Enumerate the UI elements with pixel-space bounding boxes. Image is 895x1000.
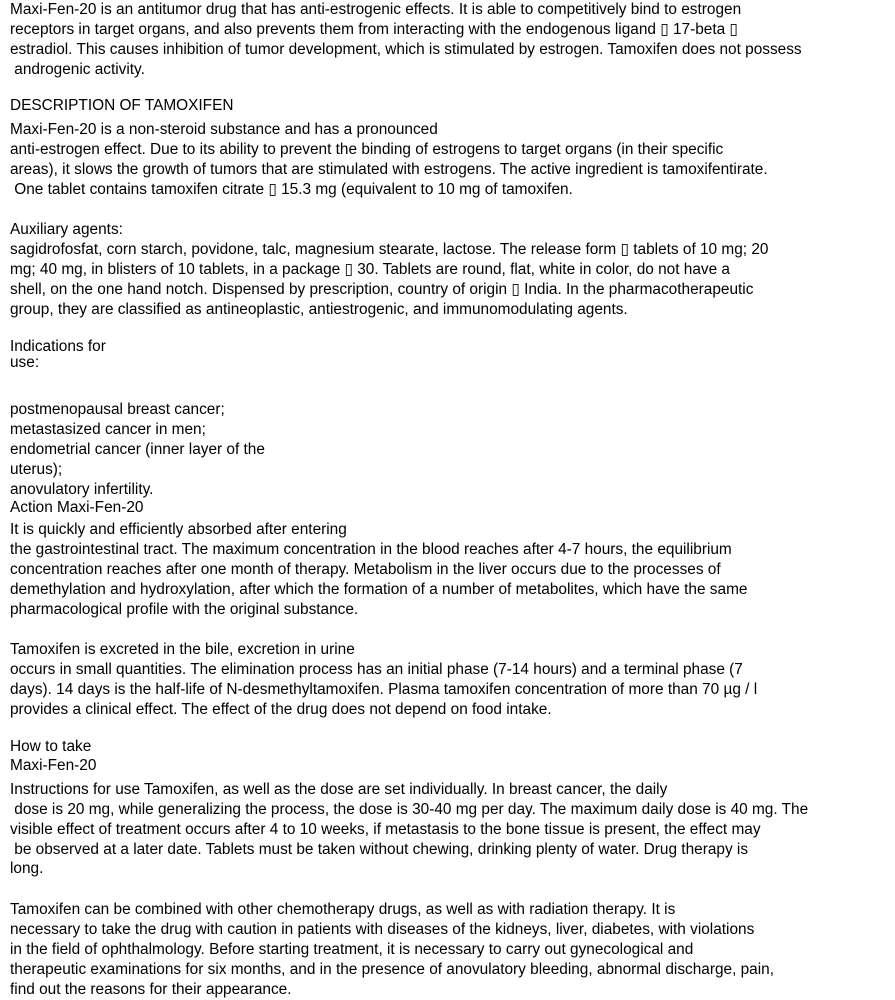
text-line: Tamoxifen can be combined with other chemotherapy drugs, as well as with radiation therapy. It is xyxy=(10,901,676,918)
section-heading: How to take xyxy=(10,738,92,755)
text-line: estradiol. This causes inhibition of tumor development, which is stimulated by estrogen. Tamoxifen does not possess xyxy=(10,41,802,58)
text-line: days). 14 days is the half-life of N-desmethyltamoxifen. Plasma tamoxifen concentration of more than 70 µg / l xyxy=(10,681,758,698)
section-heading: Action Maxi-Fen-20 xyxy=(10,499,144,516)
text-line: concentration reaches after one month of therapy. Metabolism in the liver occurs due to the processes of xyxy=(10,561,721,578)
text-line: therapeutic examinations for six months, and in the presence of anovulatory bleeding, abnormal discharge, pain, xyxy=(10,961,775,978)
text-line: shell, on the one hand notch. Dispensed by prescription, country of origin ▯ India. In the pharmacotherapeutic xyxy=(10,281,754,298)
list-item: anovulatory infertility. xyxy=(10,481,154,498)
text-line: occurs in small quantities. The elimination process has an initial phase (7-14 hours) and a terminal phase (7 xyxy=(10,661,743,678)
text-line: mg; 40 mg, in blisters of 10 tablets, in a package ▯ 30. Tablets are round, flat, white in color, do not have a xyxy=(10,261,730,278)
text-line: Instructions for use Tamoxifen, as well as the dose are set individually. In breast cancer, the daily xyxy=(10,781,668,798)
text-line: It is quickly and efficiently absorbed after entering xyxy=(10,521,347,538)
text-line: visible effect of treatment occurs after 4 to 10 weeks, if metastasis to the bone tissue is present, the effect may xyxy=(10,821,761,838)
list-item: metastasized cancer in men; xyxy=(10,421,206,438)
section-heading: Auxiliary agents: xyxy=(10,221,123,238)
list-item: endometrial cancer (inner layer of the xyxy=(10,441,265,458)
text-line: Maxi-Fen-20 is an antitumor drug that has anti-estrogenic effects. It is able to competitively bind to estrogen xyxy=(10,1,742,18)
text-line: be observed at a later date. Tablets must be taken without chewing, drinking plenty of water. Drug therapy is xyxy=(10,841,749,858)
text-line: areas), it slows the growth of tumors that are stimulated with estrogens. The active ingredient is tamoxifentirate. xyxy=(10,161,768,178)
text-line: provides a clinical effect. The effect of the drug does not depend on food intake. xyxy=(10,701,552,718)
list-item: postmenopausal breast cancer; xyxy=(10,401,225,418)
text-line: pharmacological profile with the original substance. xyxy=(10,601,359,618)
text-line: demethylation and hydroxylation, after which the formation of a number of metabolites, which have the same xyxy=(10,581,748,598)
text-line: sagidrofosfat, corn starch, povidone, talc, magnesium stearate, lactose. The release form ▯ tablets of 10 mg; 20 xyxy=(10,241,769,258)
text-line: in the field of ophthalmology. Before starting treatment, it is necessary to carry out gynecological and xyxy=(10,941,694,958)
section-heading: DESCRIPTION OF TAMOXIFEN xyxy=(10,97,234,114)
text-line: androgenic activity. xyxy=(10,61,145,78)
list-item: uterus); xyxy=(10,461,63,478)
text-line: necessary to take the drug with caution in patients with diseases of the kidneys, liver, diabetes, with violations xyxy=(10,921,755,938)
text-line: anti-estrogen effect. Due to its ability to prevent the binding of estrogens to target organs (in their specific xyxy=(10,141,724,158)
text-line: Maxi-Fen-20 is a non-steroid substance and has a pronounced xyxy=(10,121,438,138)
text-line: One tablet contains tamoxifen citrate ▯ 15.3 mg (equivalent to 10 mg of tamoxifen. xyxy=(10,181,573,198)
text-line: the gastrointestinal tract. The maximum concentration in the blood reaches after 4-7 hours, the equilibrium xyxy=(10,541,732,558)
text-line: dose is 20 mg, while generalizing the process, the dose is 30-40 mg per day. The maximum daily dose is 40 mg. The xyxy=(10,801,809,818)
text-line: group, they are classified as antineoplastic, antiestrogenic, and immunomodulating agents. xyxy=(10,301,628,318)
text-line: find out the reasons for their appearance. xyxy=(10,981,292,998)
text-line: receptors in target organs, and also prevents them from interacting with the endogenous ligand ▯ 17-beta ▯ xyxy=(10,21,738,38)
text-line: Tamoxifen is excreted in the bile, excretion in urine xyxy=(10,641,355,658)
section-heading: use: xyxy=(10,354,40,371)
text-line: long. xyxy=(10,860,44,877)
section-heading: Maxi-Fen-20 xyxy=(10,757,97,774)
section-heading: Indications for xyxy=(10,338,106,355)
